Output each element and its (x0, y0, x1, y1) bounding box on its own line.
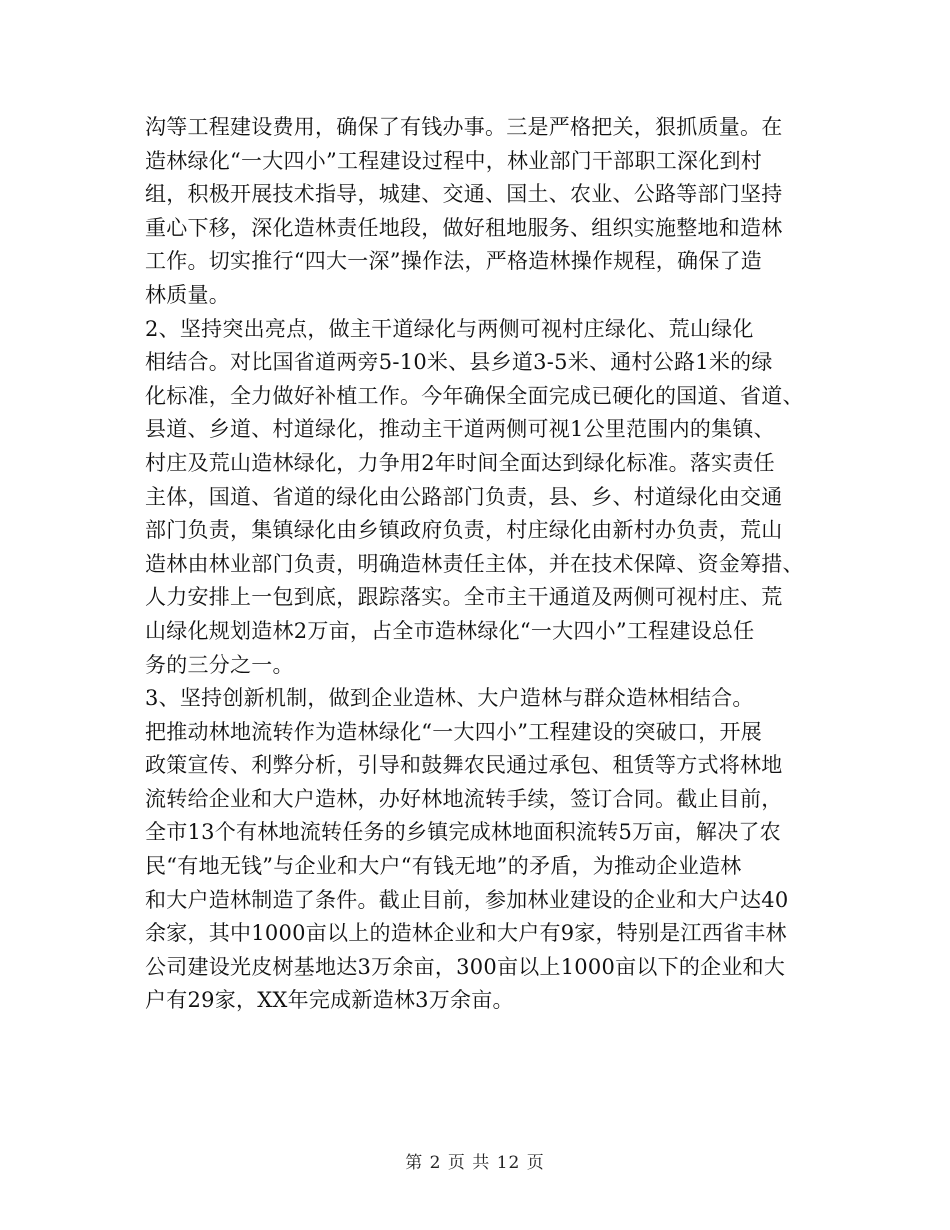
text-line: 流转给企业和大户造林，办好林地流转手续，签订合同。截止目前， (145, 786, 783, 811)
text-line: 山绿化规划造林2万亩，占全市造林绿化“一大四小”工程建设总任 (145, 618, 755, 643)
text-line: 2、坚持突出亮点，做主干道绿化与两侧可视村庄绿化、荒山绿化 (145, 316, 754, 341)
text-line: 造林绿化“一大四小”工程建设过程中，林业部门干部职工深化到村 (145, 148, 762, 173)
text-line: 3、坚持创新机制，做到企业造林、大户造林与群众造林相结合。 (145, 686, 754, 711)
body-text (145, 111, 807, 1018)
text-line: 工作。切实推行“四大一深”操作法，严格造林操作规程，确保了造 (145, 249, 762, 274)
text-line: 公司建设光皮树基地达3万余亩，300亩以上1000亩以下的企业和大 (145, 954, 786, 979)
text-line: 人力安排上一包到底，跟踪落实。全市主干通道及两侧可视村庄、荒 (145, 585, 783, 610)
text-line: 部门负责，集镇绿化由乡镇政府负责，村庄绿化由新村办负责，荒山 (145, 518, 783, 543)
text-line: 村庄及荒山造林绿化，力争用2年时间全面达到绿化标准。落实责任 (145, 450, 775, 475)
text-line: 林质量。 (145, 282, 230, 307)
text-line: 务的三分之一。 (145, 652, 294, 677)
text-line: 相结合。对比国省道两旁5-10米、县乡道3-5米、通村公路1米的绿 (145, 350, 773, 375)
text-line: 造林由林业部门负责，明确造林责任主体，并在技术保障、资金筹措、 (145, 551, 804, 576)
text-line: 沟等工程建设费用，确保了有钱办事。三是严格把关，狠抓质量。在 (145, 115, 783, 139)
text-line: 和大户造林制造了条件。截止目前，参加林业建设的企业和大户达40 (145, 887, 789, 912)
text-line: 县道、乡道、村道绿化，推动主干道两侧可视1公里范围内的集镇、 (145, 417, 775, 442)
page-footer: 第 2 页 共 12 页 (405, 1153, 545, 1173)
text-line: 组，积极开展技术指导，城建、交通、国土、农业、公路等部门坚持 (145, 182, 783, 207)
text-line: 主体，国道、省道的绿化由公路部门负责，县、乡、村道绿化由交通 (145, 484, 783, 509)
text-line: 把推动林地流转作为造林绿化“一大四小”工程建设的突破口，开展 (145, 719, 762, 744)
text-line: 余家，其中1000亩以上的造林企业和大户有9家，特别是江西省丰林 (145, 921, 787, 946)
text-line: 全市13个有林地流转任务的乡镇完成林地面积流转5万亩，解决了农 (145, 820, 781, 845)
text-line: 民“有地无钱”与企业和大户“有钱无地”的矛盾，为推动企业造林 (145, 854, 742, 879)
text-line: 户有29家，XX年完成新造林3万余亩。 (145, 988, 514, 1013)
text-line: 政策宣传、利弊分析，引导和鼓舞农民通过承包、租赁等方式将林地 (145, 753, 783, 778)
text-line: 化标准，全力做好补植工作。今年确保全面完成已硬化的国道、省道、 (145, 383, 804, 408)
text-line: 重心下移，深化造林责任地段，做好租地服务、组织实施整地和造林 (145, 215, 783, 240)
